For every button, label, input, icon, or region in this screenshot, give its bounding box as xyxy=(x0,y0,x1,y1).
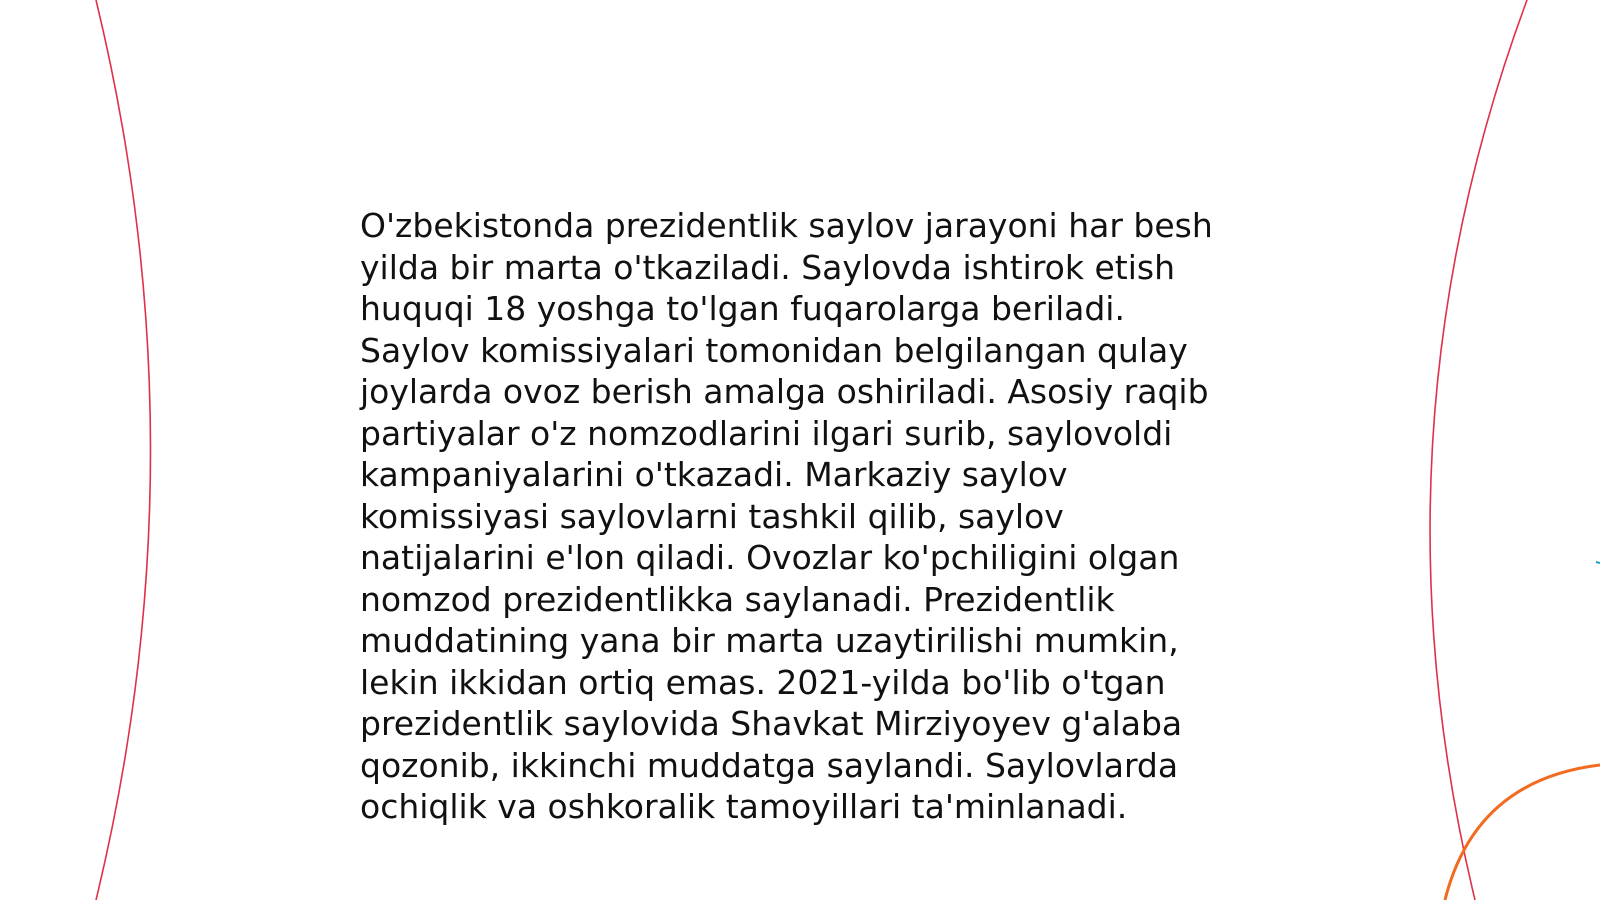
left-red-arc xyxy=(96,0,151,900)
teal-mark xyxy=(1596,562,1600,563)
right-red-arc xyxy=(1430,0,1527,900)
slide-body-text: O'zbekistonda prezidentlik saylov jarayoni har besh yilda bir marta o'tkaziladi. Saylovda ishtirok etish huquqi 18 yoshga to'lgan fuqarolarga beriladi. Saylov komissiyalari tomonidan belgilangan qulay joylarda ovoz berish amalga oshiriladi. Asosiy raqib partiyalar o'z nomzodlarini ilgari surib, saylovoldi kampaniyalarini o'tkazadi. Markaziy saylov komissiyasi saylovlarni tashkil qilib, saylov natijalarini e'lon qiladi. Ovozlar ko'pchiligini olgan nomzod prezidentlikka saylanadi. Prezidentlik muddatining yana bir marta uzaytirilishi mumkin, lekin ikkidan ortiq emas. 2021-yilda bo'lib o'tgan prezidentlik saylovida Shavkat Mirziyoyev g'alaba qozonib, ikkinchi muddatga saylandi. Saylovlarda ochiqlik va oshkoralik tamoyillari ta'minlanadi. xyxy=(360,206,1213,826)
orange-arc xyxy=(1445,765,1600,900)
